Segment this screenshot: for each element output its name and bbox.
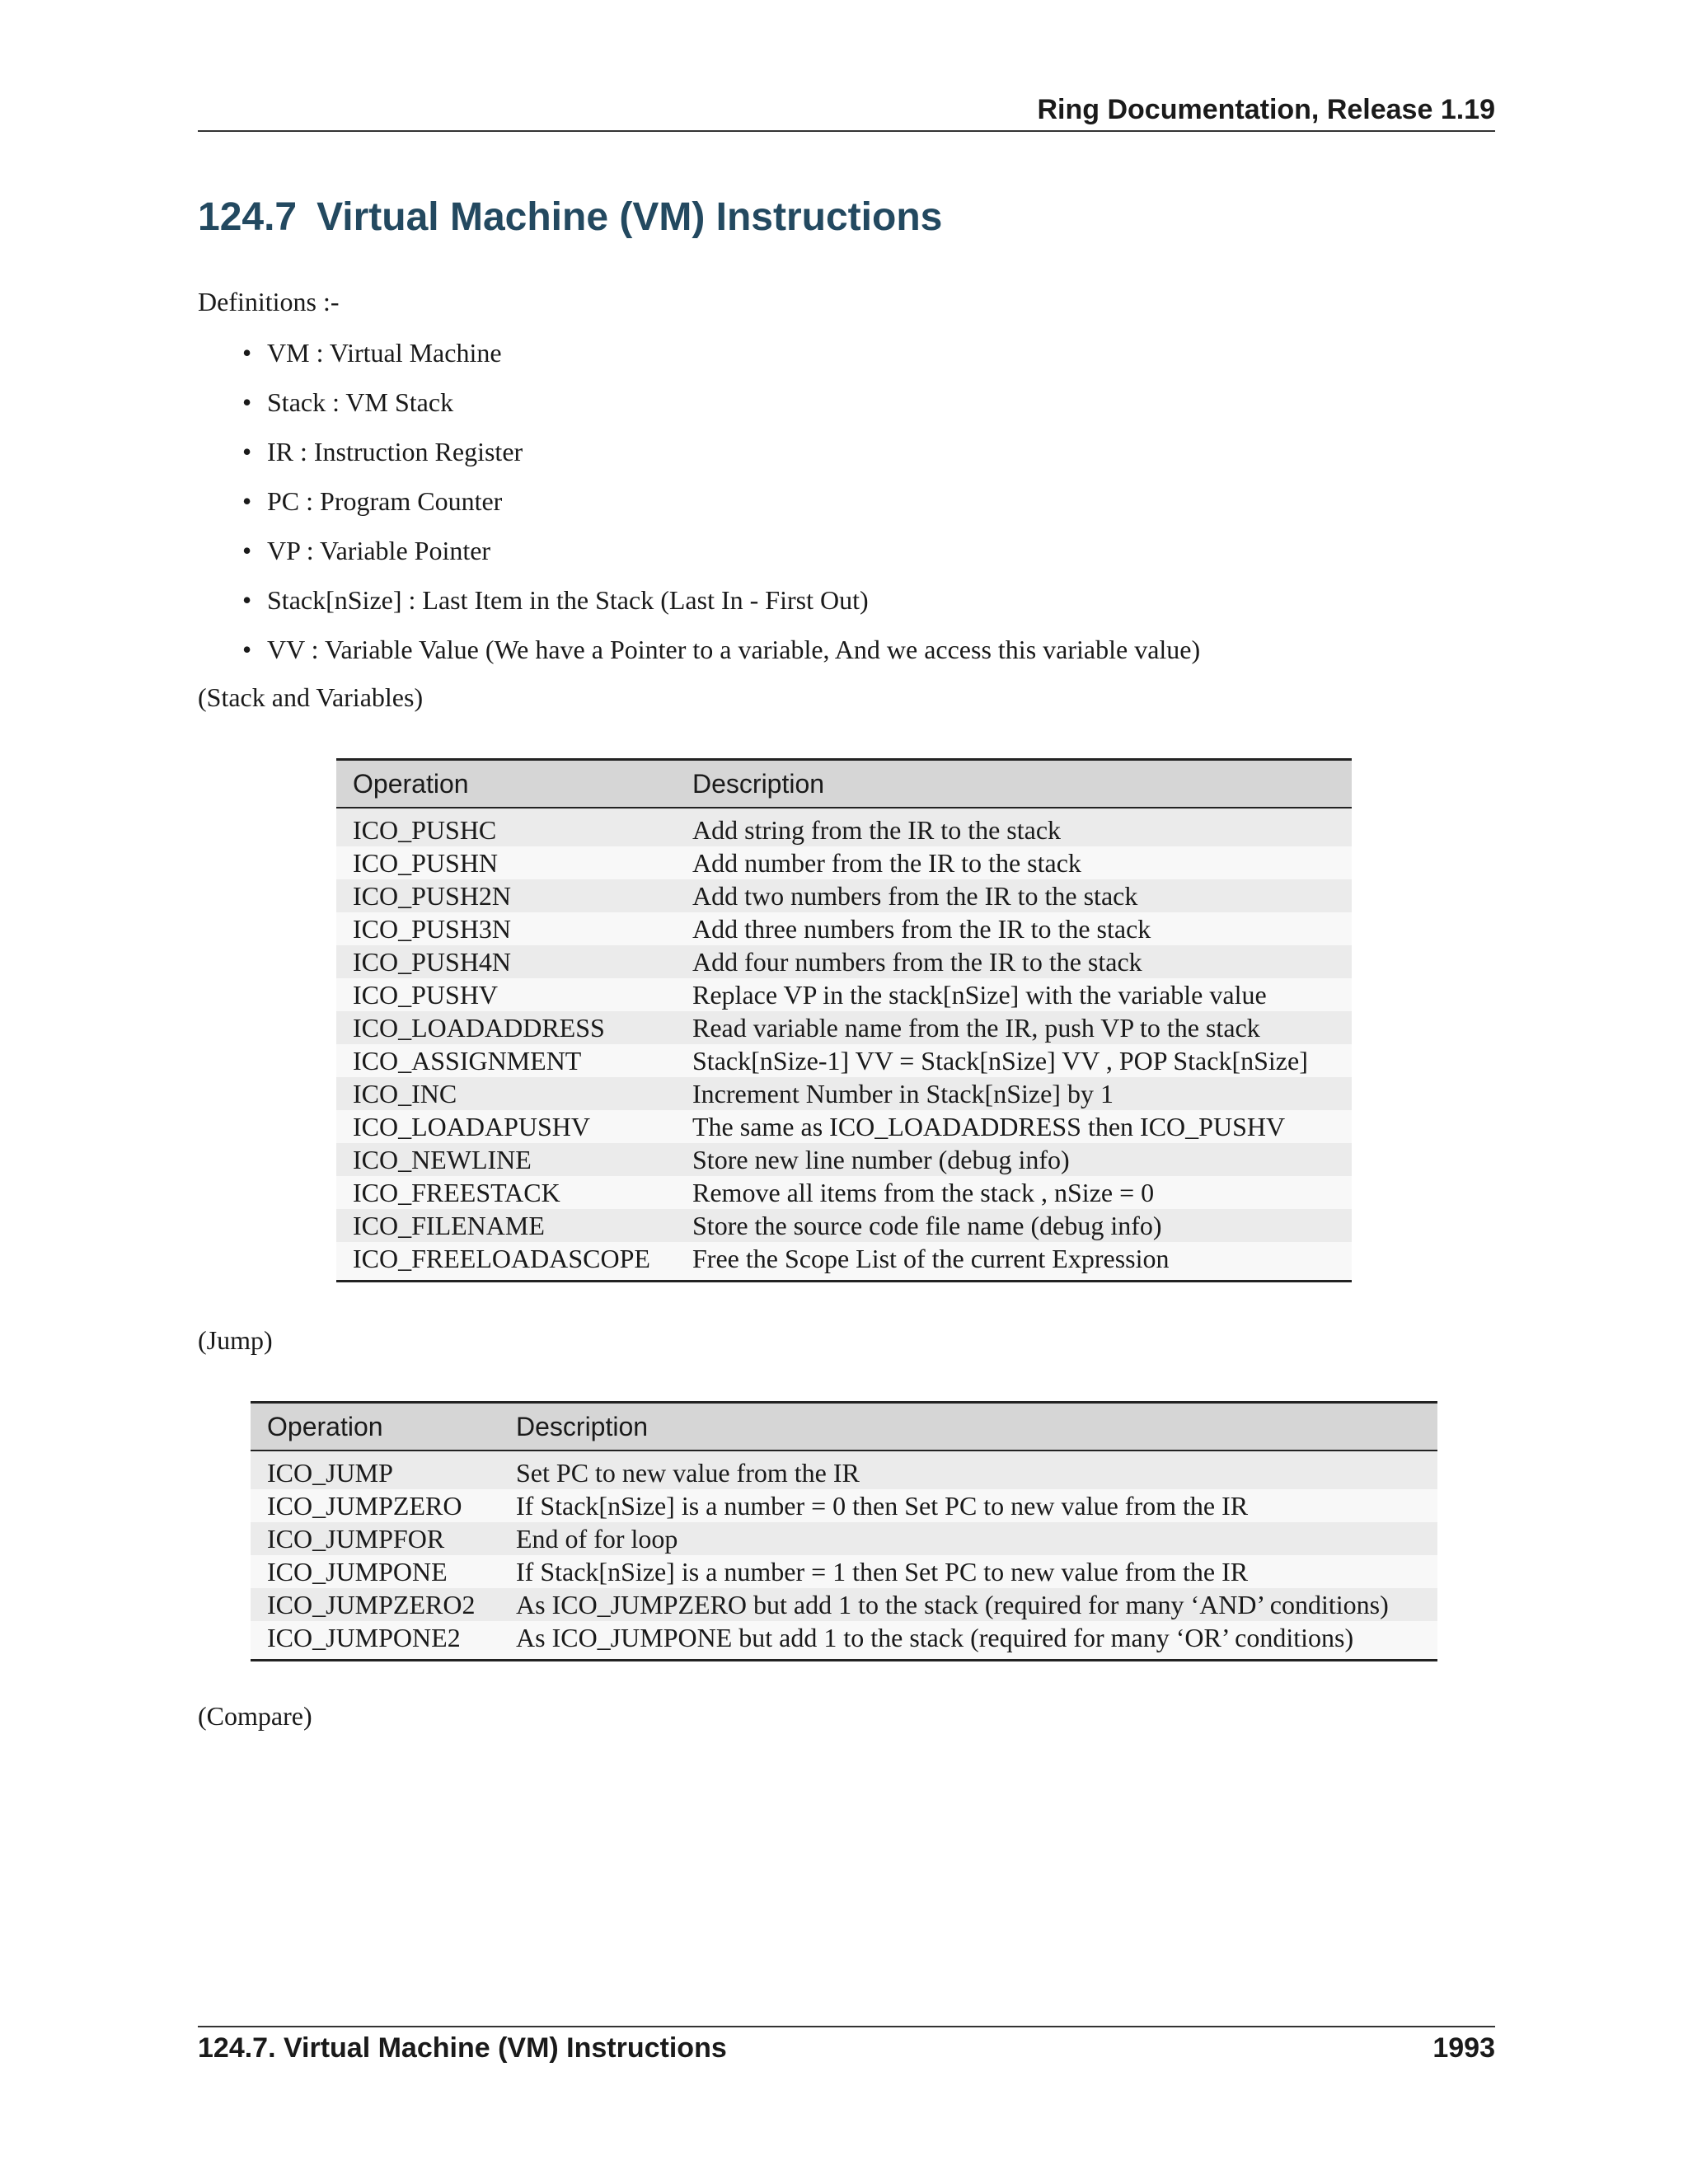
operation-cell: ICO_JUMPFOR: [251, 1522, 499, 1555]
table-row: [336, 978, 1352, 1011]
bullet-icon: •: [242, 486, 252, 516]
bullet-icon: •: [242, 338, 252, 368]
operation-cell: ICO_PUSH2N: [336, 879, 676, 912]
table-row: [336, 879, 1352, 912]
table-row: [336, 1044, 1352, 1077]
description-cell: Add two numbers from the IR to the stack: [676, 879, 1352, 912]
operation-cell: ICO_FREESTACK: [336, 1176, 676, 1209]
operation-cell: ICO_PUSH3N: [336, 912, 676, 945]
jump-section-label: (Jump): [198, 1325, 273, 1355]
table-row: [336, 1077, 1352, 1110]
description-cell: Add number from the IR to the stack: [676, 846, 1352, 879]
table-row: [336, 1176, 1352, 1209]
list-item: • VP : Variable Pointer: [242, 536, 491, 565]
description-cell: Add three numbers from the IR to the stack: [676, 912, 1352, 945]
operation-cell: ICO_FREELOADASCOPE: [336, 1242, 676, 1282]
table-row: [251, 1489, 1437, 1522]
operation-cell: ICO_LOADAPUSHV: [336, 1110, 676, 1143]
operation-cell: ICO_JUMPONE: [251, 1555, 499, 1588]
description-cell: As ICO_JUMPONE but add 1 to the stack (required for many ‘OR’ conditions): [499, 1621, 1437, 1661]
jump-operations-table: [251, 1401, 1437, 1661]
operation-cell: ICO_ASSIGNMENT: [336, 1044, 676, 1077]
description-cell: Remove all items from the stack , nSize = 0: [676, 1176, 1352, 1209]
operation-cell: ICO_PUSH4N: [336, 945, 676, 978]
stack-operations-table: [336, 758, 1352, 1282]
bullet-icon: •: [242, 635, 252, 664]
description-cell: Stack[nSize-1] VV = Stack[nSize] VV , POP Stack[nSize]: [676, 1044, 1352, 1077]
column-header-description: Description: [499, 1403, 1437, 1451]
table-row: [251, 1555, 1437, 1588]
description-cell: Add four numbers from the IR to the stack: [676, 945, 1352, 978]
table-row: [336, 1143, 1352, 1176]
operation-cell: ICO_PUSHV: [336, 978, 676, 1011]
column-header-operation: Operation: [251, 1403, 499, 1451]
section-number: 124.7: [198, 195, 298, 239]
list-item: • PC : Program Counter: [242, 486, 503, 516]
bullet-icon: •: [242, 437, 252, 466]
operation-cell: ICO_JUMPONE2: [251, 1621, 499, 1661]
description-cell: Store new line number (debug info): [676, 1143, 1352, 1176]
definitions-list: [198, 336, 1200, 682]
section-title-text: Virtual Machine (VM) Instructions: [316, 195, 943, 239]
list-item: • IR : Instruction Register: [242, 437, 523, 466]
operation-cell: ICO_JUMPZERO: [251, 1489, 499, 1522]
operation-cell: ICO_JUMP: [251, 1451, 499, 1489]
description-cell: Increment Number in Stack[nSize] by 1: [676, 1077, 1352, 1110]
operation-cell: ICO_INC: [336, 1077, 676, 1110]
stack-section-label: (Stack and Variables): [198, 682, 424, 712]
operation-cell: ICO_JUMPZERO2: [251, 1588, 499, 1621]
bullet-icon: •: [242, 585, 252, 615]
table-row: [336, 1209, 1352, 1242]
operation-cell: ICO_NEWLINE: [336, 1143, 676, 1176]
table-row: [251, 1588, 1437, 1621]
table-header-row: [251, 1403, 1437, 1451]
table-row: [336, 912, 1352, 945]
table-row: [251, 1621, 1437, 1661]
table-row: [336, 1011, 1352, 1044]
list-item: • VV : Variable Value (We have a Pointer to a variable, And we access this variable value): [242, 635, 1201, 664]
footer-section-ref: 124.7. Virtual Machine (VM) Instructions: [198, 2032, 727, 2064]
table-row: [336, 945, 1352, 978]
running-header: Ring Documentation, Release 1.19: [1037, 94, 1495, 125]
description-cell: If Stack[nSize] is a number = 1 then Set PC to new value from the IR: [499, 1555, 1437, 1588]
description-cell: If Stack[nSize] is a number = 0 then Set PC to new value from the IR: [499, 1489, 1437, 1522]
bullet-icon: •: [242, 536, 252, 565]
table-row: [251, 1451, 1437, 1489]
operation-cell: ICO_PUSHN: [336, 846, 676, 879]
column-header-operation: Operation: [336, 760, 676, 808]
description-cell: Set PC to new value from the IR: [499, 1451, 1437, 1489]
description-cell: Free the Scope List of the current Expression: [676, 1242, 1352, 1282]
table-row: [336, 1242, 1352, 1282]
table-row: [336, 846, 1352, 879]
description-cell: End of for loop: [499, 1522, 1437, 1555]
operation-cell: ICO_PUSHC: [336, 808, 676, 846]
section-title: [198, 194, 942, 240]
footer-page-number: 1993: [1432, 2032, 1495, 2064]
table-row: [336, 808, 1352, 846]
table-row: [251, 1522, 1437, 1555]
description-cell: Add string from the IR to the stack: [676, 808, 1352, 846]
bullet-icon: •: [242, 387, 252, 417]
description-cell: Replace VP in the stack[nSize] with the variable value: [676, 978, 1352, 1011]
table-header-row: [336, 760, 1352, 808]
header-divider: [198, 130, 1495, 132]
description-cell: Read variable name from the IR, push VP to the stack: [676, 1011, 1352, 1044]
definitions-intro: Definitions :-: [198, 287, 340, 316]
footer-divider: [198, 2026, 1495, 2027]
compare-section-label: (Compare): [198, 1701, 312, 1731]
operation-cell: ICO_FILENAME: [336, 1209, 676, 1242]
column-header-description: Description: [676, 760, 1352, 808]
table-row: [336, 1110, 1352, 1143]
description-cell: As ICO_JUMPZERO but add 1 to the stack (required for many ‘AND’ conditions): [499, 1588, 1437, 1621]
list-item: • Stack[nSize] : Last Item in the Stack (Last In - First Out): [242, 585, 869, 615]
description-cell: The same as ICO_LOADADDRESS then ICO_PUSHV: [676, 1110, 1352, 1143]
list-item: • VM : Virtual Machine: [242, 338, 502, 368]
operation-cell: ICO_LOADADDRESS: [336, 1011, 676, 1044]
list-item: • Stack : VM Stack: [242, 387, 454, 417]
description-cell: Store the source code file name (debug info): [676, 1209, 1352, 1242]
